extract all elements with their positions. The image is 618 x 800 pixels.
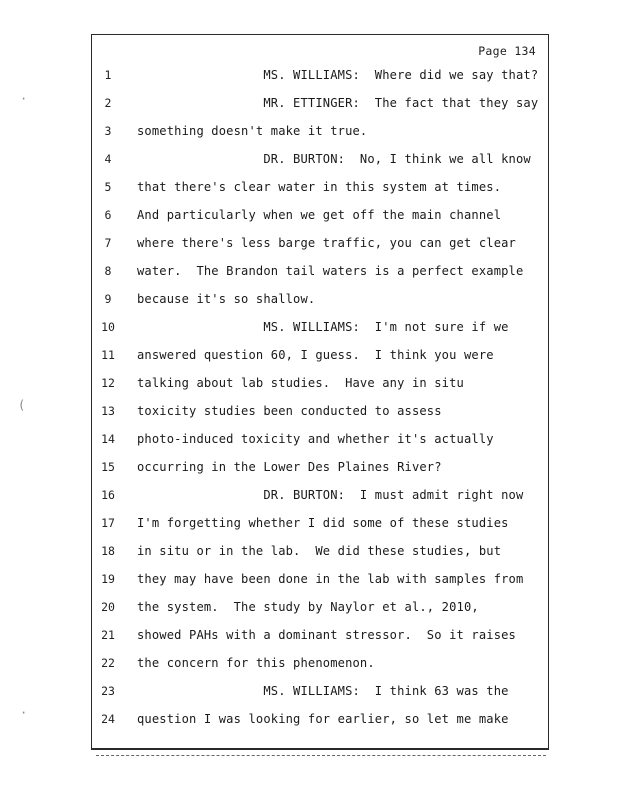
transcript-line	[0, 404, 618, 424]
transcript-line	[0, 292, 618, 312]
line-number: 19	[101, 572, 115, 586]
transcript-line	[0, 572, 618, 592]
transcript-line	[0, 376, 618, 396]
transcript-line	[0, 96, 618, 116]
transcript-line	[0, 68, 618, 88]
line-number: 10	[101, 320, 115, 334]
line-text: talking about lab studies. Have any in situ	[137, 376, 464, 390]
line-text: DR. BURTON: No, I think we all know	[137, 152, 531, 166]
transcript-line	[0, 460, 618, 480]
line-number: 18	[101, 544, 115, 558]
transcript-line	[0, 152, 618, 172]
transcript-line	[0, 236, 618, 256]
margin-mark: (	[18, 398, 26, 412]
line-text: MS. WILLIAMS: Where did we say that?	[137, 68, 539, 82]
transcript-line	[0, 628, 618, 648]
line-text: water. The Brandon tail waters is a perfect example	[137, 264, 524, 278]
line-number: 5	[104, 180, 112, 194]
line-text: showed PAHs with a dominant stressor. So it raises	[137, 628, 516, 642]
transcript-line	[0, 348, 618, 368]
line-number: 21	[101, 628, 115, 642]
line-text: toxicity studies been conducted to assess	[137, 404, 442, 418]
transcript-line	[0, 656, 618, 676]
line-number: 6	[104, 208, 112, 222]
line-text: MS. WILLIAMS: I'm not sure if we	[137, 320, 509, 334]
line-text: the concern for this phenomenon.	[137, 656, 375, 670]
line-text: photo-induced toxicity and whether it's actually	[137, 432, 494, 446]
line-number: 8	[104, 264, 112, 278]
line-text: in situ or in the lab. We did these studies, but	[137, 544, 502, 558]
transcript-line	[0, 712, 618, 732]
line-number: 2	[104, 96, 112, 110]
line-number: 4	[104, 152, 112, 166]
line-number: 16	[101, 488, 115, 502]
margin-mark: ·	[20, 92, 28, 106]
transcript-line	[0, 264, 618, 284]
transcript-line	[0, 684, 618, 704]
line-text: DR. BURTON: I must admit right now	[137, 488, 524, 502]
line-number: 12	[101, 376, 115, 390]
footer-rule	[96, 755, 546, 756]
line-text: occurring in the Lower Des Plaines River?	[137, 460, 442, 474]
transcript-line	[0, 320, 618, 340]
line-number: 14	[101, 432, 115, 446]
line-text: that there's clear water in this system at times.	[137, 180, 502, 194]
transcript-line	[0, 516, 618, 536]
line-text: because it's so shallow.	[137, 292, 316, 306]
line-text: answered question 60, I guess. I think you were	[137, 348, 494, 362]
line-number: 23	[101, 684, 115, 698]
margin-mark: ·	[20, 706, 28, 720]
line-number: 9	[104, 292, 112, 306]
line-number: 3	[104, 124, 112, 138]
transcript-line	[0, 432, 618, 452]
line-text: I'm forgetting whether I did some of these studies	[137, 516, 509, 530]
line-text: where there's less barge traffic, you can get clear	[137, 236, 516, 250]
transcript-line	[0, 180, 618, 200]
line-text: And particularly when we get off the main channel	[137, 208, 502, 222]
transcript-line	[0, 600, 618, 620]
line-text: question I was looking for earlier, so let me make	[137, 712, 509, 726]
line-number: 11	[101, 348, 115, 362]
transcript-line	[0, 124, 618, 144]
transcript-line	[0, 488, 618, 508]
line-number: 1	[104, 68, 112, 82]
line-number: 22	[101, 656, 115, 670]
line-number: 7	[104, 236, 112, 250]
transcript-line	[0, 208, 618, 228]
page-number: Page 134	[478, 44, 536, 58]
line-number: 15	[101, 460, 115, 474]
line-text: MS. WILLIAMS: I think 63 was the	[137, 684, 509, 698]
line-number: 20	[101, 600, 115, 614]
line-number: 17	[101, 516, 115, 530]
line-text: MR. ETTINGER: The fact that they say	[137, 96, 539, 110]
line-text: the system. The study by Naylor et al., 2010,	[137, 600, 479, 614]
line-text: they may have been done in the lab with samples from	[137, 572, 524, 586]
line-number: 13	[101, 404, 115, 418]
transcript-line	[0, 544, 618, 564]
line-text: something doesn't make it true.	[137, 124, 368, 138]
line-number: 24	[101, 712, 115, 726]
